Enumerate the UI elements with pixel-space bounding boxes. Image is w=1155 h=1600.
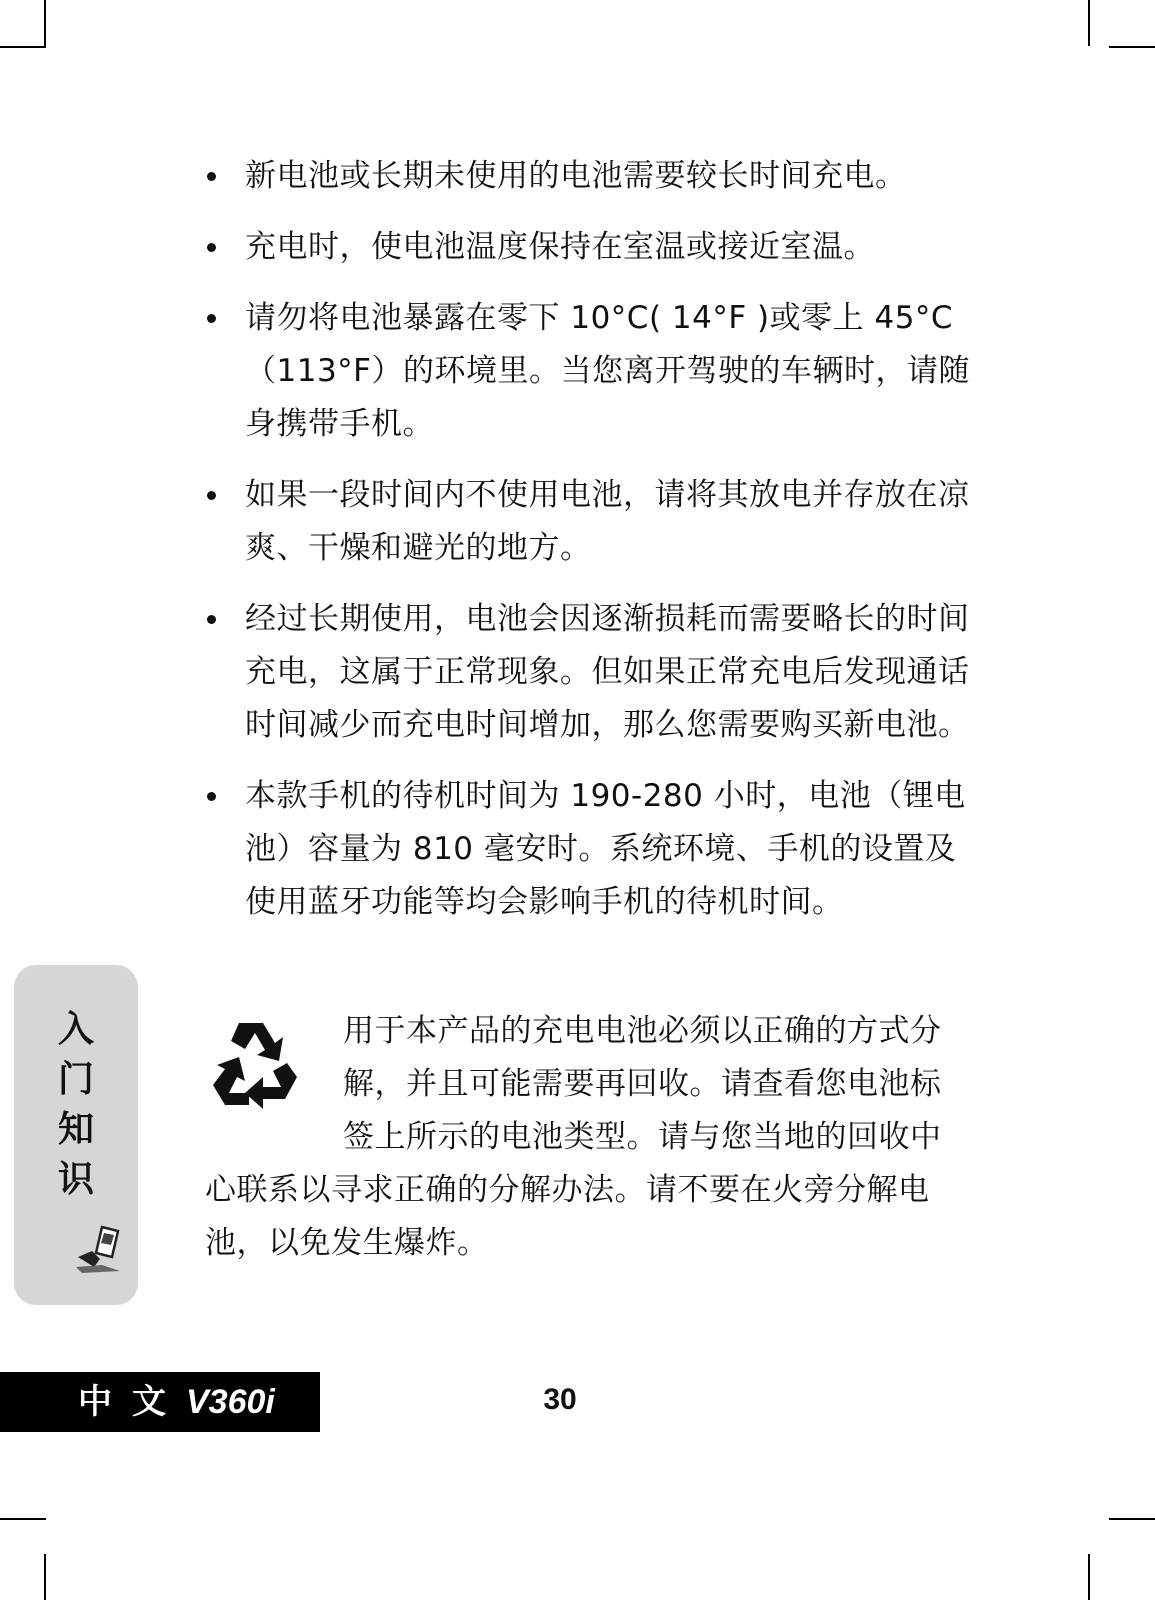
section-title-vertical: [14, 1005, 138, 1205]
list-item: [205, 593, 970, 752]
bullet-icon: [207, 243, 216, 252]
crop-mark: [0, 46, 46, 48]
section-title-char: 识: [57, 1159, 94, 1200]
crop-mark: [1109, 46, 1155, 48]
list-item-text: 经过长期使用，电池会因逐渐损耗而需要略长的时间充电，这属于正常现象。但如果正常充电后发现通话时间减少而充电时间增加，那么您需要购买新电池。: [245, 601, 970, 743]
footer-bar: [0, 1372, 320, 1432]
crop-mark: [1109, 1518, 1155, 1520]
battery-tips-list: [205, 150, 970, 929]
bullet-icon: [207, 314, 216, 323]
crop-mark: [44, 0, 46, 46]
section-title-char: 门: [57, 1059, 94, 1100]
bullet-icon: [207, 792, 216, 801]
list-item: [205, 292, 970, 451]
bullet-icon: [207, 172, 216, 181]
page-number: 30: [543, 1383, 577, 1416]
footer-language: 中文: [78, 1382, 186, 1422]
crop-mark: [1088, 1554, 1090, 1600]
list-item: [205, 150, 970, 203]
recycle-notice: [205, 1005, 970, 1270]
recycle-icon: [205, 1015, 305, 1115]
bullet-icon: [207, 491, 216, 500]
list-item: [205, 770, 970, 929]
phone-icon: [72, 1223, 128, 1275]
crop-mark: [1088, 0, 1090, 46]
list-item-text: 如果一段时间内不使用电池，请将其放电并存放在凉爽、干燥和避光的地方。: [245, 477, 970, 566]
recycle-notice-text: 用于本产品的充电电池必须以正确的方式分解，并且可能需要再回收。请查看您电池标签上所示的电池类型。请与您当地的回收中心联系以寻求正确的分解办法。请不要在火旁分解电池，以免发生爆炸。: [205, 1013, 942, 1261]
crop-mark: [44, 1554, 46, 1600]
list-item-text: 请勿将电池暴露在零下 10°C( 14°F )或零上 45°C（113°F）的环境里。当您离开驾驶的车辆时，请随身携带手机。: [245, 300, 970, 442]
list-item-text: 新电池或长期未使用的电池需要较长时间充电。: [245, 158, 907, 194]
bullet-icon: [207, 615, 216, 624]
main-content: [205, 150, 970, 947]
list-item-text: 充电时，使电池温度保持在室温或接近室温。: [245, 229, 875, 265]
list-item: [205, 469, 970, 575]
list-item-text: 本款手机的待机时间为 190-280 小时，电池（锂电池）容量为 810 毫安时。系统环境、手机的设置及使用蓝牙功能等均会影响手机的待机时间。: [245, 778, 966, 920]
footer-model: V360i: [186, 1383, 275, 1421]
list-item: [205, 221, 970, 274]
section-side-tab: [14, 965, 138, 1305]
crop-mark: [0, 1518, 46, 1520]
section-title-char: 知: [57, 1109, 94, 1150]
section-title-char: 入: [57, 1009, 94, 1050]
